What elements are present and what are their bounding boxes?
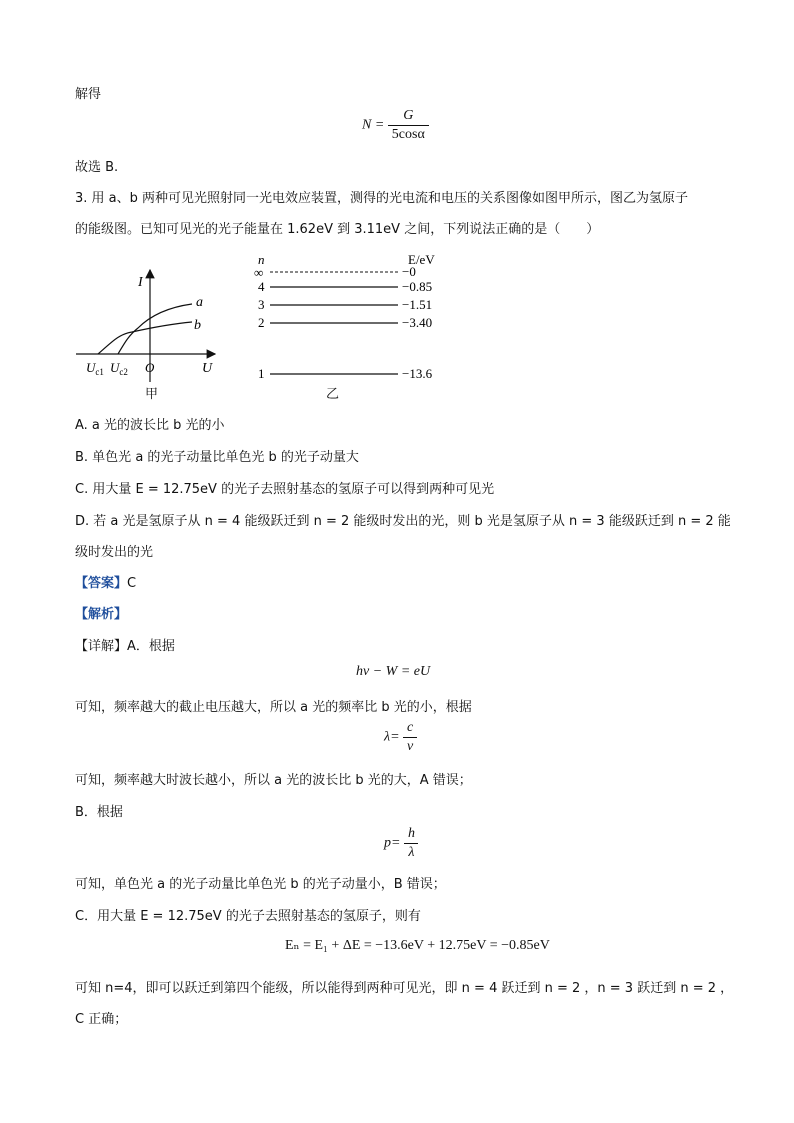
origin-label: O (145, 360, 155, 375)
equation-wavelength (384, 720, 417, 755)
equation-momentum (384, 826, 419, 861)
detail-a-head: 【详解】A．根据 (75, 639, 175, 654)
analysis-label: 【解析】 (75, 607, 128, 622)
answer-value: C (127, 576, 137, 591)
eq-wavelength-num: c (407, 720, 414, 735)
level-n-inf: ∞ (254, 265, 264, 280)
uc1-sub: c1 (95, 367, 104, 377)
text-choose-b: 故选 B. (75, 160, 119, 175)
figure-jia (70, 262, 230, 397)
answer-line (75, 572, 136, 591)
detail-b-head: B．根据 (75, 805, 123, 820)
option-d-line-1: D. 若 a 光是氢原子从 n = 4 能级跃迁到 n = 2 能级时发出的光，则 b 光是氢原子从 n = 3 能级跃迁到 n = 2 能 (75, 514, 731, 529)
level-e-1: −13.6 (402, 366, 433, 381)
answer-label: 【答案】 (75, 576, 128, 591)
level-e-inf: −0 (402, 264, 416, 279)
detail-text-2: 可知，频率越大时波长越小，所以 a 光的波长比 b 光的大，A 错误； (75, 773, 472, 788)
eq-n-num: G (403, 108, 414, 123)
level-n-4: 4 (258, 279, 265, 294)
x-axis-label: U (202, 361, 213, 376)
y-axis-label: I (138, 275, 143, 290)
question-line-1: 3. 用 a、b 两种可见光照射同一光电效应装置，测得的光电流和电压的关系图像如图甲所示，图乙为氢原子 (75, 191, 689, 206)
detail-text-1: 可知，频率越大的截止电压越大，所以 a 光的频率比 b 光的小，根据 (75, 700, 472, 715)
e-header: E/eV (408, 252, 435, 267)
figure-yi (250, 250, 450, 398)
level-n-2: 2 (258, 315, 265, 330)
eq-n-den: 5cosα (388, 125, 429, 143)
n-header: n (258, 252, 265, 267)
uc1-label (86, 360, 104, 377)
curve-a-label: a (196, 295, 203, 310)
eq-wavelength-den: ν (403, 737, 417, 755)
curve-b-label: b (194, 318, 201, 333)
eq-momentum-num: h (407, 826, 415, 841)
detail-text-3: 可知，单色光 a 的光子动量比单色光 b 的光子动量小，B 错误； (75, 877, 446, 892)
question-line-2: 的能级图。已知可见光的光子能量在 1.62eV 到 3.11eV 之间，下列说法正确的是（ ） (75, 222, 600, 237)
text-jiede: 解得 (75, 87, 102, 102)
level-n-1: 1 (258, 366, 265, 381)
eq-momentum-den: λ (404, 843, 418, 861)
figure-yi-caption: 乙 (326, 387, 340, 402)
level-e-4: −0.85 (402, 279, 433, 294)
eq-n-lhs: N = (362, 117, 385, 133)
eq-momentum-lhs: p= (384, 835, 401, 851)
equation-photoelectric: hν − W = eU (356, 664, 431, 679)
equation-energy: Eₙ = E₁ + ΔE = −13.6eV + 12.75eV = −0.85eV (285, 938, 550, 953)
uc1-main: U (86, 360, 96, 375)
uc2-sub: c2 (119, 367, 128, 377)
curve-b (98, 322, 192, 354)
uc2-label (110, 360, 128, 377)
option-a: A. a 光的波长比 b 光的小 (75, 418, 225, 433)
option-d-line-2: 级时发出的光 (75, 545, 154, 560)
detail-text-4: 可知 n=4，即可以跃迁到第四个能级，所以能得到两种可见光，即 n = 4 跃迁到 n = 2 ，n = 3 跃迁到 n = 2 ， (75, 981, 734, 996)
option-b: B. 单色光 a 的光子动量比单色光 b 的光子动量大 (75, 450, 359, 465)
level-e-3: −1.51 (402, 297, 433, 312)
figure-jia-caption: 甲 (145, 387, 159, 402)
equation-n (362, 108, 429, 143)
eq-wavelength-lhs: λ= (384, 729, 400, 745)
curve-a (118, 304, 192, 354)
detail-text-5: C 正确； (75, 1012, 128, 1027)
uc2-main: U (110, 360, 120, 375)
level-e-2: −3.40 (402, 315, 433, 330)
detail-c-head: C．用大量 E = 12.75eV 的光子去照射基态的氢原子，则有 (75, 909, 421, 924)
level-n-3: 3 (258, 297, 265, 312)
option-c: C. 用大量 E = 12.75eV 的光子去照射基态的氢原子可以得到两种可见光 (75, 482, 495, 497)
